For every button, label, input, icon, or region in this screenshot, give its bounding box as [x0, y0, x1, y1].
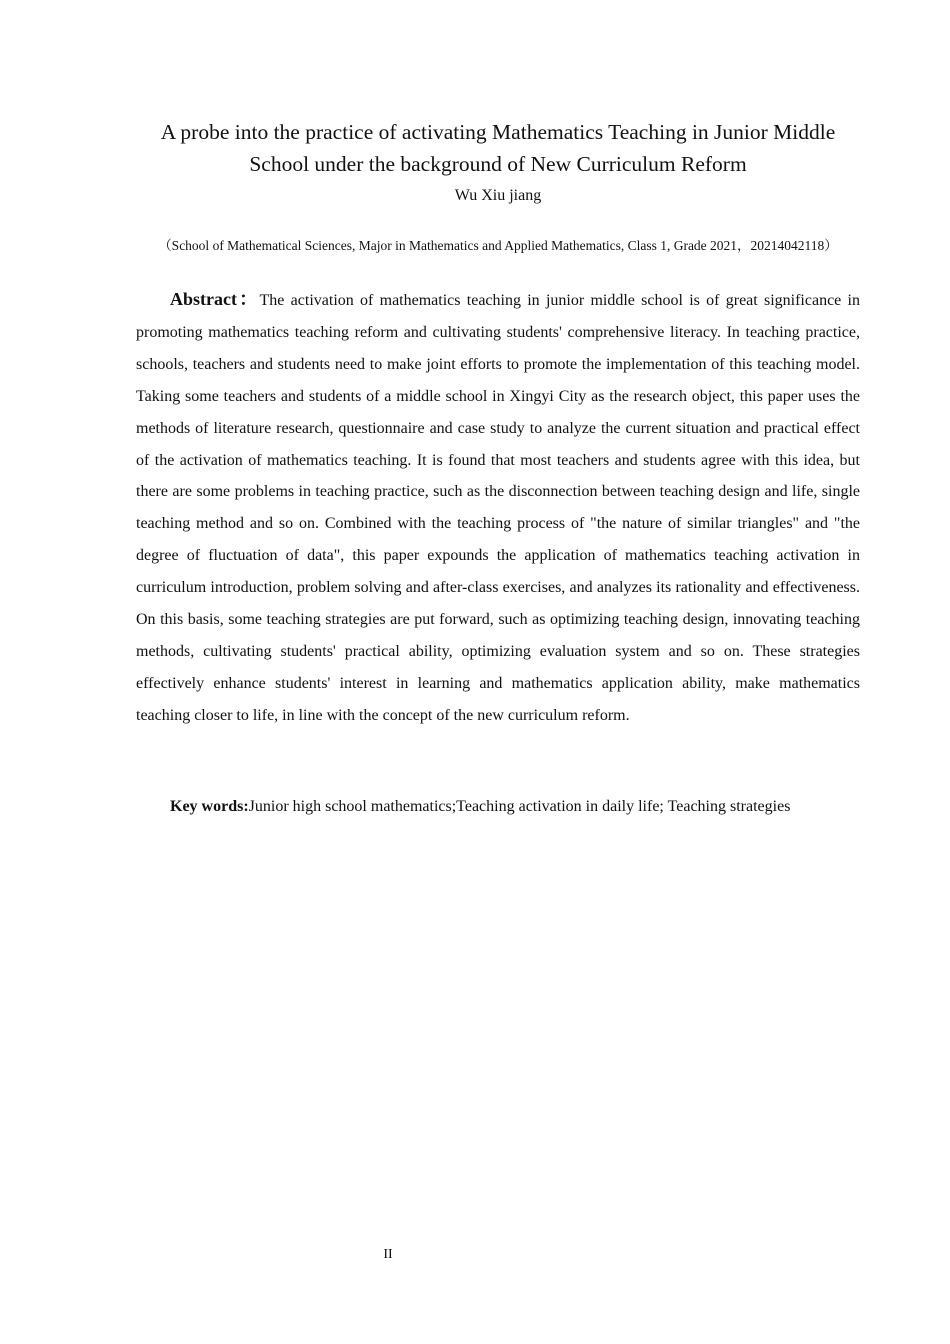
keywords-paragraph	[136, 795, 860, 819]
keywords-text: Junior high school mathematics;Teaching activation in daily life; Teaching strategies	[248, 798, 791, 815]
author-name: Wu Xiu jiang	[454, 187, 542, 204]
page-number: II	[383, 1247, 393, 1262]
keywords-label: Key words:	[170, 798, 249, 815]
author-affiliation: （School of Mathematical Sciences, Major in Mathematics and Applied Mathematics, Class 1, Grade 2021，20214042118）	[158, 238, 838, 253]
paper-title: A probe into the practice of activating Mathematics Teaching in Junior Middle School under the background of New Curriculum Reform	[160, 120, 836, 176]
abstract-text: The activation of mathematics teaching in junior middle school is of great significance in promoting mathematics teaching reform and cultivating students' comprehensive literacy. In teaching practice, schools, teachers and students need to make joint efforts to promote the implementation of this teaching model. Taking some teachers and students of a middle school in Xingyi City as the research object, this paper uses the methods of literature research, questionnaire and case study to analyze the current situation and practical effect of the activation of mathematics teaching. It is found that most teachers and students agree with this idea, but there are some problems in teaching practice, such as the disconnection between teaching design and life, single teaching method and so on. Combined with the teaching process of "the nature of similar triangles" and "the degree of fluctuation of data", this paper expounds the application of mathematics teaching activation in curriculum introduction, problem solving and after-class exercises, and analyzes its rationality and effectiveness. On this basis, some teaching strategies are put forward, such as optimizing teaching design, innovating teaching methods, cultivating students' practical ability, optimizing evaluation system and so on. These strategies effectively enhance students' interest in learning and mathematics application ability, make mathematics teaching closer to life, in line with the concept of the new curriculum reform.	[136, 292, 861, 724]
abstract-label: Abstract：	[170, 289, 260, 309]
abstract-paragraph	[136, 284, 860, 732]
